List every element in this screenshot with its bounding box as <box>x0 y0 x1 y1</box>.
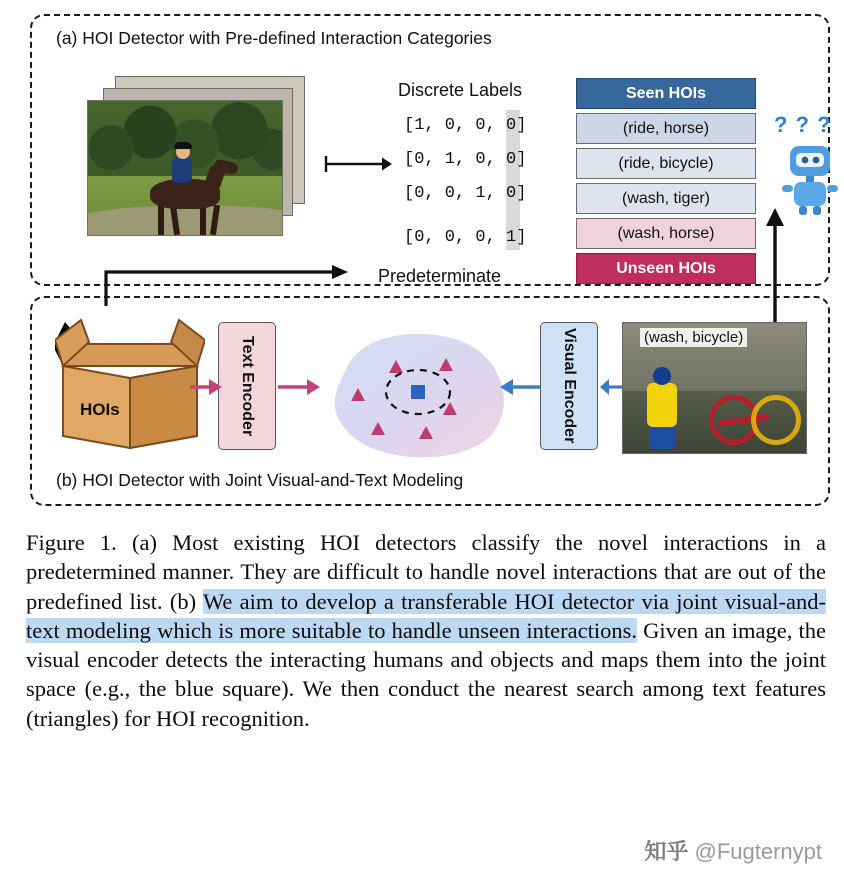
discrete-label: [1, 0, 0, 0] <box>404 115 527 135</box>
child-head <box>653 367 671 385</box>
rider-body <box>172 157 192 183</box>
upward-arrow-icon <box>760 206 790 324</box>
panel-a <box>30 14 830 286</box>
figure-caption-label: Figure 1. <box>26 530 117 555</box>
hoi-box-icon <box>55 316 205 456</box>
photo-horse-riding <box>87 100 283 236</box>
hoi-item-ride-bicycle: (ride, bicycle) <box>576 148 756 179</box>
figure-caption-highlight: We aim to develop a transferable HOI detector via joint visual-and-text modeling which is more suitable to handle unseen interactions. <box>26 588 826 643</box>
discrete-labels-title: Discrete Labels <box>398 80 523 100</box>
photo-caption-chip: (wash, bicycle) <box>640 328 747 347</box>
discrete-label: [0, 1, 0, 0] <box>404 149 527 169</box>
discrete-label-list <box>404 108 554 254</box>
hoi-item-ride-horse: (ride, horse) <box>576 113 756 144</box>
arrow-visual-encoder-to-space-icon <box>498 376 542 398</box>
panel-b-caption: (b) HOI Detector with Joint Visual-and-Text Modeling <box>56 470 464 490</box>
discrete-label: [0, 0, 0, 1] <box>404 227 527 247</box>
figure-caption <box>26 528 826 733</box>
rider-helmet <box>174 142 192 149</box>
maps-to-arrow-icon <box>322 152 392 176</box>
hoi-list-header-seen: Seen HOIs <box>576 78 756 109</box>
predeterminate-label: Predeterminate <box>378 266 502 286</box>
hoi-item-wash-tiger: (wash, tiger) <box>576 183 756 214</box>
scene-path <box>88 206 282 235</box>
discrete-label: [0, 0, 1, 0] <box>404 183 527 203</box>
figure-caption-part1: (a) Most existing HOI detectors classify the novel interactions in a predetermined manner. They are difficult to handle novel interactions that are out of the predefined list. (b) <box>26 530 826 614</box>
text-encoder-block <box>218 322 276 450</box>
figure-caption-part2: Given an image, the visual encoder detects the interacting humans and objects and maps them into the joint space (e.g., the blue square). We then conduct the nearest search among text features (triangles) for HOI recognition. <box>26 617 827 731</box>
horse-leg <box>158 205 164 235</box>
question-marks-label: ? ? ? <box>774 112 832 137</box>
visual-encoder-label: Visual Encoder <box>561 328 579 444</box>
visual-feature-square <box>411 385 425 399</box>
joint-embedding-space <box>318 330 518 460</box>
visual-encoder-block <box>540 322 598 450</box>
feedback-arrow-icon <box>100 262 350 308</box>
horse-scene <box>88 101 282 235</box>
horse-photo-stack <box>87 76 307 251</box>
hoi-category-list <box>576 78 756 288</box>
arrow-photo-to-visual-encoder-icon <box>600 376 624 398</box>
hoi-list-header-unseen: Unseen HOIs <box>576 253 756 284</box>
arrow-text-encoder-to-space-icon <box>278 376 320 398</box>
horse-leg <box>200 205 206 235</box>
hoi-box-label: HOIs <box>80 400 120 419</box>
hoi-item-wash-horse: (wash, horse) <box>576 218 756 249</box>
watermark <box>644 835 822 866</box>
panel-a-caption: (a) HOI Detector with Pre-defined Interaction Categories <box>56 28 492 48</box>
text-encoder-label: Text Encoder <box>239 335 257 437</box>
child-jacket <box>647 383 677 427</box>
bicycle-wheel <box>751 395 801 445</box>
watermark-handle: @Fugternypt <box>694 839 822 864</box>
arrow-box-to-text-encoder-icon <box>190 376 222 398</box>
zhihu-logo: 知乎 <box>644 839 689 864</box>
